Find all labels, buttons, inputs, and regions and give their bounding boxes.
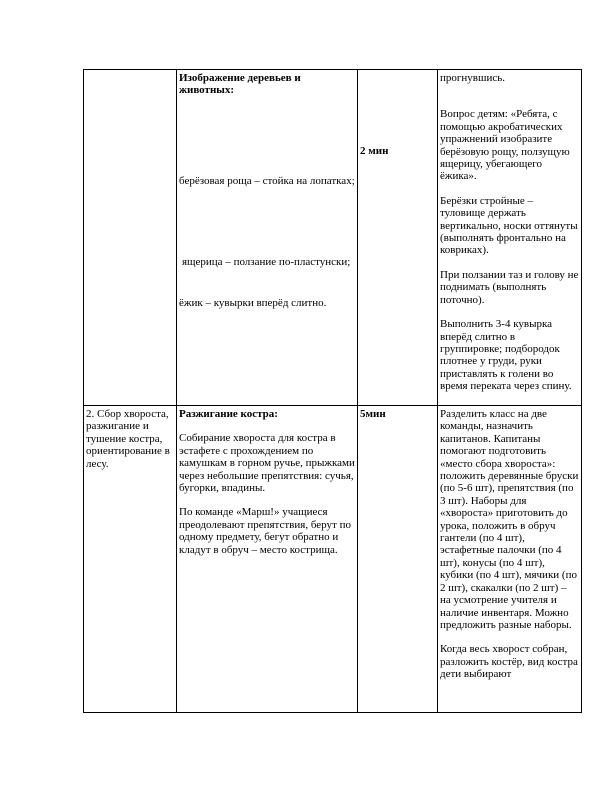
exercise-item: ёжик – кувырки вперёд слитно. [179, 296, 327, 309]
notes-cell [438, 406, 582, 713]
note-paragraph: Вопрос детям: «Ребята, с помощью акробатических упражнений изобразите берёзовую рощу, ползущую ящерицу, убегающего ёжика». [440, 108, 570, 183]
exercise-item: берёзовая роща – стойка на лопатках; [179, 174, 355, 187]
duration-cell [358, 406, 438, 713]
note-paragraph: При ползании таз и голову не поднимать (выполнять поточно). [440, 268, 579, 306]
section-heading: Изображение деревьев и животных: [179, 72, 301, 97]
table-row [84, 406, 582, 713]
note-paragraph: Выполнить 3-4 кувырка вперёд слитно в группировке; подбородок плотнее у груди, руки приставлять к голени во время переката через спину. [440, 318, 572, 393]
note-paragraph: Разделить класс на две команды, назначить капитанов. Капитаны помогают подготовить «место сбора хвороста»: положить деревянные бруски (по 5-6 шт), препятствия (по 3 шт). Наборы для «хвороста» приготовить до урока, положить в обруч гантели (по 4 шт), эстафетные палочки (по 4 шт), конусы (по 4 шт), кубики (по 4 шт), мячики (по 2 шт), скакалки (по 2 шт) – на усмотрение учителя и наличие инвентаря. Можно предложить разные наборы. [440, 408, 579, 631]
notes-cell [438, 70, 582, 406]
content-cell [177, 406, 358, 713]
content-cell [177, 70, 358, 406]
stage-cell: 2. Сбор хвороста, разжигание и тушение костра, ориентирование в лесу. [84, 406, 177, 713]
table-row [84, 70, 582, 406]
note-paragraph: Берёзки стройные – туловище держать вертикально, носки оттянуты (выполнять фронтально на ковриках). [440, 194, 578, 257]
duration-value: 2 мин [360, 145, 389, 157]
duration-cell [358, 70, 438, 406]
lesson-plan-table [83, 69, 582, 713]
note-paragraph: прогнувшись. [440, 72, 505, 84]
content-paragraph: По команде «Марш!» учащиеся преодолевают препятствия, берут по одному предмету, бегут обратно и кладут в обруч – место кострища. [179, 506, 351, 556]
stage-cell [84, 70, 177, 406]
note-paragraph: Когда весь хворост собран, разложить костёр, вид костра дети выбирают [440, 643, 578, 681]
content-paragraph: Собирание хвороста для костра в эстафете с прохождением по камушкам в горном ручье, прыжками через небольшие препятствия: сучья, бугорки, впадины. [179, 432, 355, 495]
section-heading: Разжигание костра: [179, 408, 278, 420]
exercise-item: ящерица – ползание по-пластунски; [182, 256, 351, 269]
duration-value: 5мин [360, 408, 386, 420]
